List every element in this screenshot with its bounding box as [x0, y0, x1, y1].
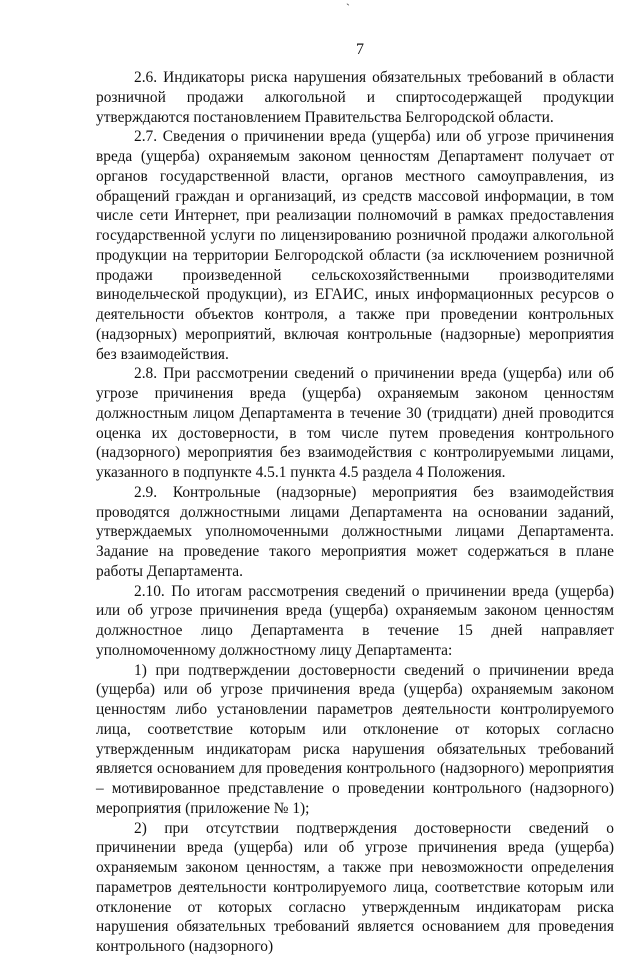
paragraph-2-7: 2.7. Сведения о причинении вреда (ущерба) или об угрозе причинения вреда (ущерба) охраняемым законом ценностям Департамент получает от органов государственной власти, органов местного самоуправления, из обращений граждан и организаций, из средств массовой информации, в том числе сети Интернет, при реализации полномочий в рамках предоставления государственной услуги по лицензированию розничной продажи алкогольной продукции на территории Белгородской области (за исключением розничной продажи произведенной сельскохозяйственными производителями винодельческой продукции), из ЕГАИС, иных информационных ресурсов о деятельности объектов контроля, а также при проведении контрольных (надзорных) мероприятий, включая контрольные (надзорные) мероприятия без взаимодействия. [96, 128, 614, 363]
paragraph-2-10-item-2: 2) при отсутствии подтверждения достоверности сведений о причинении вреда (ущерба) или об угрозе причинения вреда (ущерба) охраняемым законом ценностям, а также при невозможности определения параметров деятельности контролируемого лица, соответствие которым или отклонение от которых согласно утвержденным индикаторам риска нарушения обязательных требований является основанием для проведения контрольного (надзорного) [96, 819, 614, 955]
paragraph-2-10: 2.10. По итогам рассмотрения сведений о причинении вреда (ущерба) или об угрозе причинения вреда (ущерба) охраняемым законом ценностям должностное лицо Департамента в течение 15 дней направляет уполномоченному должностному лицу Департамента: [96, 582, 614, 659]
paragraph-2-9: 2.9. Контрольные (надзорные) мероприятия без взаимодействия проводятся должностными лицами Департамента на основании заданий, утверждаемых уполномоченными должностными лицами Департамента. Задание на проведение такого мероприятия может содержаться в плане работы Департамента. [96, 483, 614, 580]
page-number: 7 [356, 41, 364, 58]
paragraph-2-6: 2.6. Индикаторы риска нарушения обязательных требований в области розничной продажи алкогольной и спиртосодержащей продукции утверждаются постановлением Правительства Белгородской области. [96, 69, 614, 126]
paragraph-2-8: 2.8. При рассмотрении сведений о причинении вреда (ущерба) или об угрозе причинения вреда (ущерба) охраняемым законом ценностям должностным лицом Департамента в течение 30 (тридцати) дней проводится оценка их достоверности, в том числе путем проведения контрольного (надзорного) мероприятия без взаимодействия с контролируемыми лицами, указанного в подпункте 4.5.1 пункта 4.5 раздела 4 Положения. [96, 365, 614, 481]
scan-mark: ˋ [346, 1, 350, 15]
paragraph-2-10-item-1: 1) при подтверждении достоверности сведений о причинении вреда (ущерба) или об угрозе причинения вреда (ущерба) охраняемым законом ценностям либо установлении параметров деятельности контролируемого лица, соответствие которым или отклонение от которых согласно утвержденным индикаторам риска нарушения обязательных требований является основанием для проведения контрольного (надзорного) мероприятия – мотивированное представление о проведении контрольного (надзорного) мероприятия (приложение № 1); [96, 661, 614, 817]
